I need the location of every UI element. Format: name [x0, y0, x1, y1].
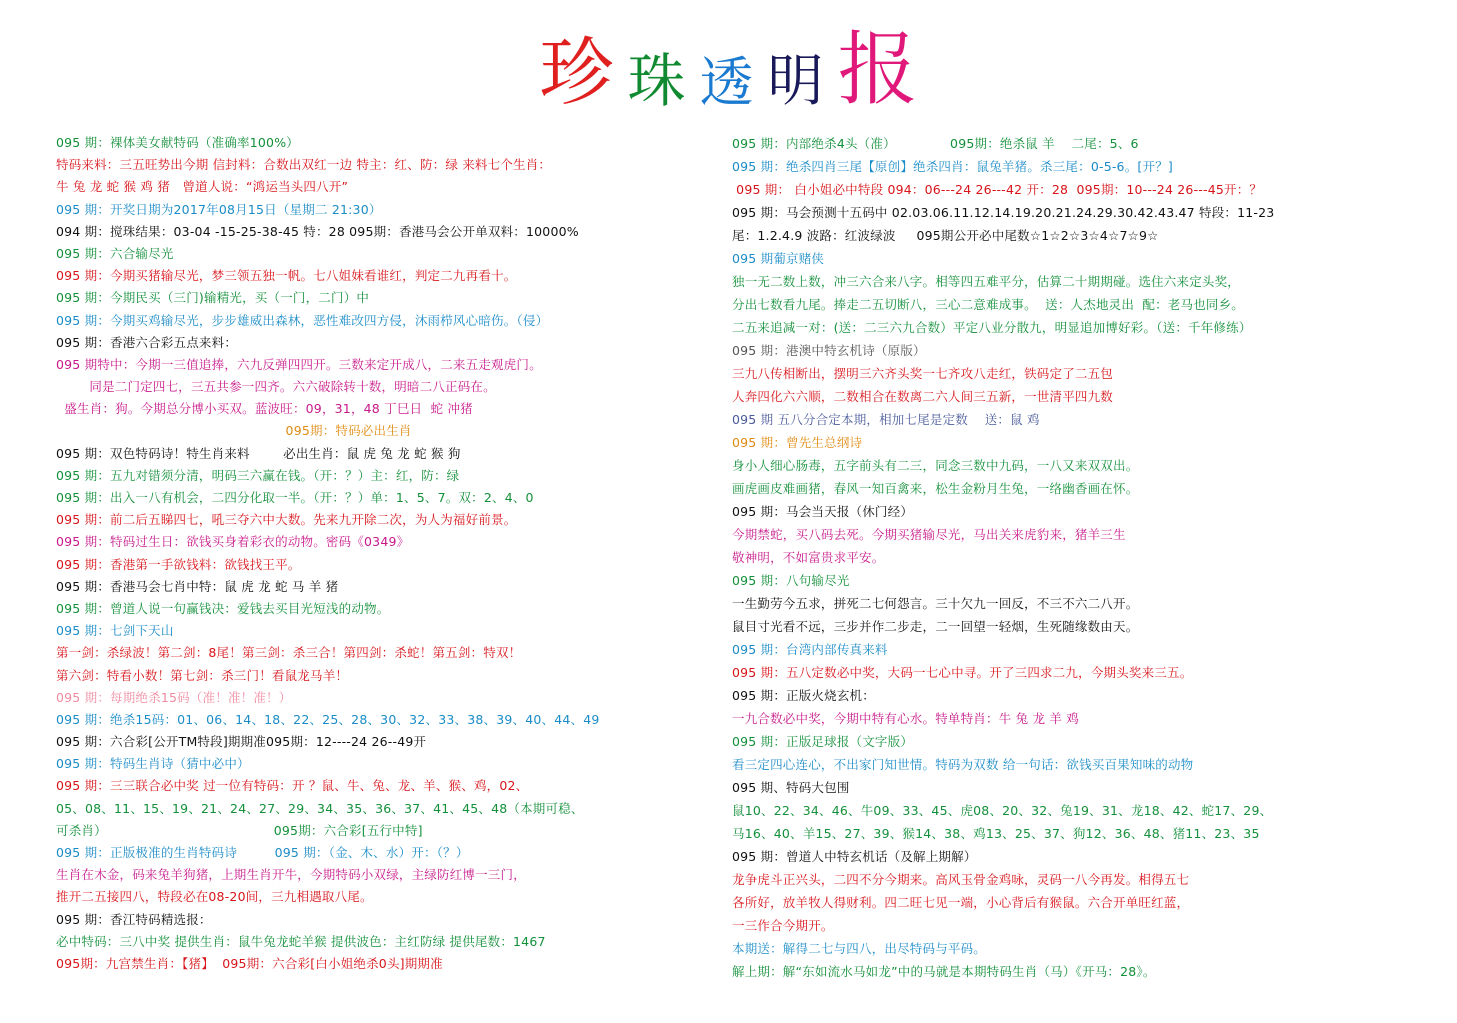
title-char: 透	[699, 51, 754, 114]
right-text-line: 095 期：曾道人中特玄机话（及解上期解）	[732, 849, 977, 864]
right-text-line: 鼠目寸光看不远，三步并作二步走，二一回望一轻烟，生死随缘数由天。	[732, 619, 1139, 634]
right-text-line: 095 期：台湾内部传真来料	[732, 642, 888, 657]
right-text-line: 画虎画皮难画猪，春风一知百禽来，松生金粉月生兔，一络幽香画在怀。	[732, 481, 1139, 496]
right-text-line: 095 期葡京赌侠	[732, 251, 825, 266]
left-text-line: 05、08、11、15、19、21、24、27、29、34、35、36、37、41、45、48（本期可稳、	[56, 800, 584, 816]
left-text-line: 095 期：六合输尽光	[56, 245, 174, 261]
left-text-line: 095 期：双色特码诗！特生肖来料 必出生肖：鼠 虎 兔 龙 蛇 猴 狗	[56, 445, 461, 461]
right-text-line: 龙争虎斗正兴头，二四不分今期来。高风玉骨金鸡咏，灵码一八今再发。相得五七	[732, 872, 1190, 887]
left-text-line: 可杀肖） 095期：六合彩[五行中特]	[56, 822, 423, 838]
right-text-line: 095 期：港澳中特玄机诗（原版）	[732, 343, 926, 358]
right-text-line: 095 期：马会当天报（休门经）	[732, 504, 914, 519]
right-text-line: 095 期：内部绝杀4头（准） 095期：绝杀鼠 羊 二尾：5、6	[732, 136, 1139, 151]
left-text-line: 095 期：香港马会七肖中特：鼠 虎 龙 蛇 马 羊 猪	[56, 578, 339, 594]
right-text-line: 分出七数看九尾。捧走二五切断八，三心二意难成事。 送：人杰地灵出 配：老马也同乡。	[732, 297, 1244, 312]
title-char: 珍	[539, 30, 614, 116]
left-text-line: 095 期：香港第一手欲钱料：欲钱找王平。	[56, 556, 301, 572]
right-text-line: 一九合数必中奖，今期中特有心水。特单特肖：牛 兔 龙 羊 鸡	[732, 711, 1079, 726]
left-text-line: 095 期：今期民买（三门)输精光，买（一门，二门）中	[56, 290, 370, 306]
left-text-line: 094 期：搅珠结果：03-04 -15-25-38-45 特：28 095期：香港马会公开单双料：10000%	[56, 223, 579, 239]
right-text-line: 各所好，放羊牧人得财利。四二旺七见一端，小心背后有猴鼠。六合开单旺红蓝，	[732, 895, 1190, 910]
left-text-line: 095 期特中：今期一三值追捧，六九反弹四四开。三数来定开成八，二来五走观虎门。	[56, 356, 542, 372]
left-text-line: 095 期：特码过生日：欲钱买身着彩衣的动物。密码《0349》	[56, 534, 410, 550]
left-text-line: 095 期：每期绝杀15码（准！准！准！）	[56, 689, 292, 705]
right-text-line: 095 期：曾先生总纲诗	[732, 435, 863, 450]
right-text-line: 解上期：解“东如流水马如龙”中的马就是本期特码生肖（马）《开马：28》。	[732, 964, 1156, 979]
left-text-line: 095 期：前二后五睇四七，吼三夺六中大数。先来九开除二次，为人为福好前景。	[56, 512, 517, 528]
right-text-line: 095 期：马会预测十五码中 02.03.06.11.12.14.19.20.21.24.29.30.42.43.47 特段：11-23	[732, 205, 1275, 220]
left-text-line: 特码来料：三五旺势出今期 信封料：合数出双红一边 特主：红、防：绿 来料七个生肖：	[56, 157, 552, 173]
right-column	[732, 132, 1432, 983]
left-text-line: 095 期：出入一八有机会，二四分化取一半。（开：？）单：1、5、7。双：2、4、0	[56, 490, 534, 505]
left-column	[56, 132, 716, 975]
left-text-line: 095 期：六合彩[公开TM特段]期期准095期：12----24 26--49开	[56, 734, 427, 750]
right-text-line: 今期禁蛇，买八码去死。今期买猪输尽光，马出关来虎豹来，猪羊三生	[732, 527, 1126, 542]
left-text-line: 095期：九宫禁生肖：【猪】 095期：六合彩[白小姐绝杀0头]期期准	[56, 955, 443, 971]
left-text-line: 095 期：香江特码精选报：	[56, 911, 212, 927]
left-text-line: 095 期：曾道人说一句赢钱决：爱钱去买目光短浅的动物。	[56, 600, 390, 616]
left-text-line: 095期：特码必出生肖	[56, 423, 412, 439]
left-text-line: 095 期：七剑下天山	[56, 623, 174, 639]
left-text-line: 盛生肖：狗。今期总分博小买双。蓝波旺：09，31，48 丁巳日 蛇 冲猪	[56, 401, 473, 417]
left-text-line: 095 期：今期买鸡输尽光，步步雄威出森林，恶性难改四方侵，沐雨栉风心暗伤。（侵）	[56, 312, 549, 328]
right-text-line: 二五来追减一对：(送：二三六九合数）平定八业分散九，明显追加博好彩。（送：千年修练）	[732, 320, 1252, 335]
left-text-line: 同是二门定四七，三五共参一四齐。六六破除转十数，明暗二八正码在。	[56, 379, 496, 395]
left-text-line: 095 期：特码生肖诗（猜中必中）	[56, 756, 250, 772]
left-text-line: 095 期：三三联合必中奖 过一位有特码：开 ？鼠、牛、兔、龙、羊、猴、鸡，02、	[56, 778, 529, 794]
left-text-line: 095 期：香港六合彩五点来料：	[56, 334, 238, 350]
right-text-line: 鼠10、22、34、46、牛09、33、45、虎08、20、32、兔19、31、龙18、42、蛇17、29、	[732, 803, 1273, 818]
right-text-line: 人奔四化六六顺，二数相合在数离二六人间三五新，一世清平四九数	[732, 389, 1114, 404]
left-text-line: 牛 兔 龙 蛇 猴 鸡 猪 曾道人说：“鸿运当头四八开”	[56, 179, 349, 195]
right-text-line: 三九八传相断出，摆明三六齐头奖一七齐攻八走红，铁码定了二五包	[732, 366, 1114, 381]
left-text-line: 095 期：正版极准的生肖特码诗 095 期：（金、木、水）开：（？）	[56, 845, 469, 860]
page-title	[0, 23, 1457, 116]
left-text-line: 095 期：绝杀15码：01、06、14、18、22、25、28、30、32、33、38、39、40、44、49	[56, 711, 600, 727]
right-text-line: 095 期：正版足球报（文字版）	[732, 734, 914, 749]
right-text-line: 身小人细心肠毒，五字前头有二三，同念三数中九码，一八又来双双出。	[732, 458, 1139, 473]
right-text-line: 敬神明，不如富贵求平安。	[732, 550, 885, 565]
right-text-line: 095 期：正版火烧玄机：	[732, 688, 875, 703]
left-text-line: 生肖在木金，码来兔羊狗猪，上期生肖开牛，今期特码小双绿，主绿防红博一三门，	[56, 867, 526, 883]
left-text-line: 推开二五接四八，特段必在08-20间，三九相遇取八尾。	[56, 889, 373, 905]
right-text-line: 095 期： 白小姐必中特段 094：06---24 26---42 开：28 095期：10---24 26---45开：？	[732, 182, 1263, 197]
left-text-line: 095 期：今期买猪输尽光，梦三领五独一帆。七八姐妹看谁红，判定二九再看十。	[56, 268, 517, 284]
right-text-line: 看三定四心连心，不出家门知世情。特码为双数 给一句话：欲钱买百果知味的动物	[732, 757, 1194, 772]
right-text-line: 095 期：八句输尽光	[732, 573, 850, 588]
title-char: 报	[837, 23, 918, 116]
right-text-line: 本期送：解得二七与四八，出尽特码与平码。	[732, 941, 987, 956]
right-text-line: 尾：1.2.4.9 波路：红波绿波 095期公开必中尾数☆1☆2☆3☆4☆7☆9☆	[732, 228, 1159, 243]
left-text-line: 095 期：开奖日期为2017年08月15日（星期二 21:30）	[56, 201, 382, 217]
right-text-line: 一三作合今期开。	[732, 918, 834, 933]
right-text-line: 独一无二数上数，冲三六合来八字。相等四五难平分，估算二十期期碰。选住六来定头奖，	[732, 274, 1241, 289]
right-text-line: 095 期 五八分合定本期，相加七尾是定数 送：鼠 鸡	[732, 412, 1040, 427]
title-char: 明	[767, 49, 824, 114]
left-text-line: 必中特码：三八中奖 提供生肖：鼠牛兔龙蛇羊猴 提供波色：主红防绿 提供尾数：1467	[56, 933, 546, 949]
left-text-line: 095 期：裸体美女献特码（准确率100%）	[56, 135, 299, 150]
title-char: 珠	[627, 47, 686, 115]
right-text-line: 095 期：五八定数必中奖，大码一七心中寻。开了三四求二九，今期头奖来三五。	[732, 665, 1193, 680]
right-text-line: 马16、40、羊15、27、39、猴14、38、鸡13、25、37、狗12、36、48、猪11、23、35	[732, 826, 1260, 841]
right-text-line: 095 期、特码大包围	[732, 780, 850, 795]
left-text-line: 095 期：五九对错须分清，明码三六赢在钱。（开：？）主：红，防：绿	[56, 467, 460, 483]
left-text-line: 第六剑：特看小数！第七剑：杀三门！看鼠龙马羊！	[56, 667, 349, 683]
right-text-line: 095 期：绝杀四肖三尾【原创】绝杀四肖：鼠兔羊猪。杀三尾：0-5-6。[开？]	[732, 159, 1173, 174]
left-text-line: 第一剑：杀绿波！第二剑：8尾！第三剑：杀三合！第四剑：杀蛇！第五剑：特双！	[56, 645, 522, 661]
right-text-line: 一生勤劳今五求，拼死二七何怨言。三十欠九一回反，不三不六二八开。	[732, 596, 1139, 611]
